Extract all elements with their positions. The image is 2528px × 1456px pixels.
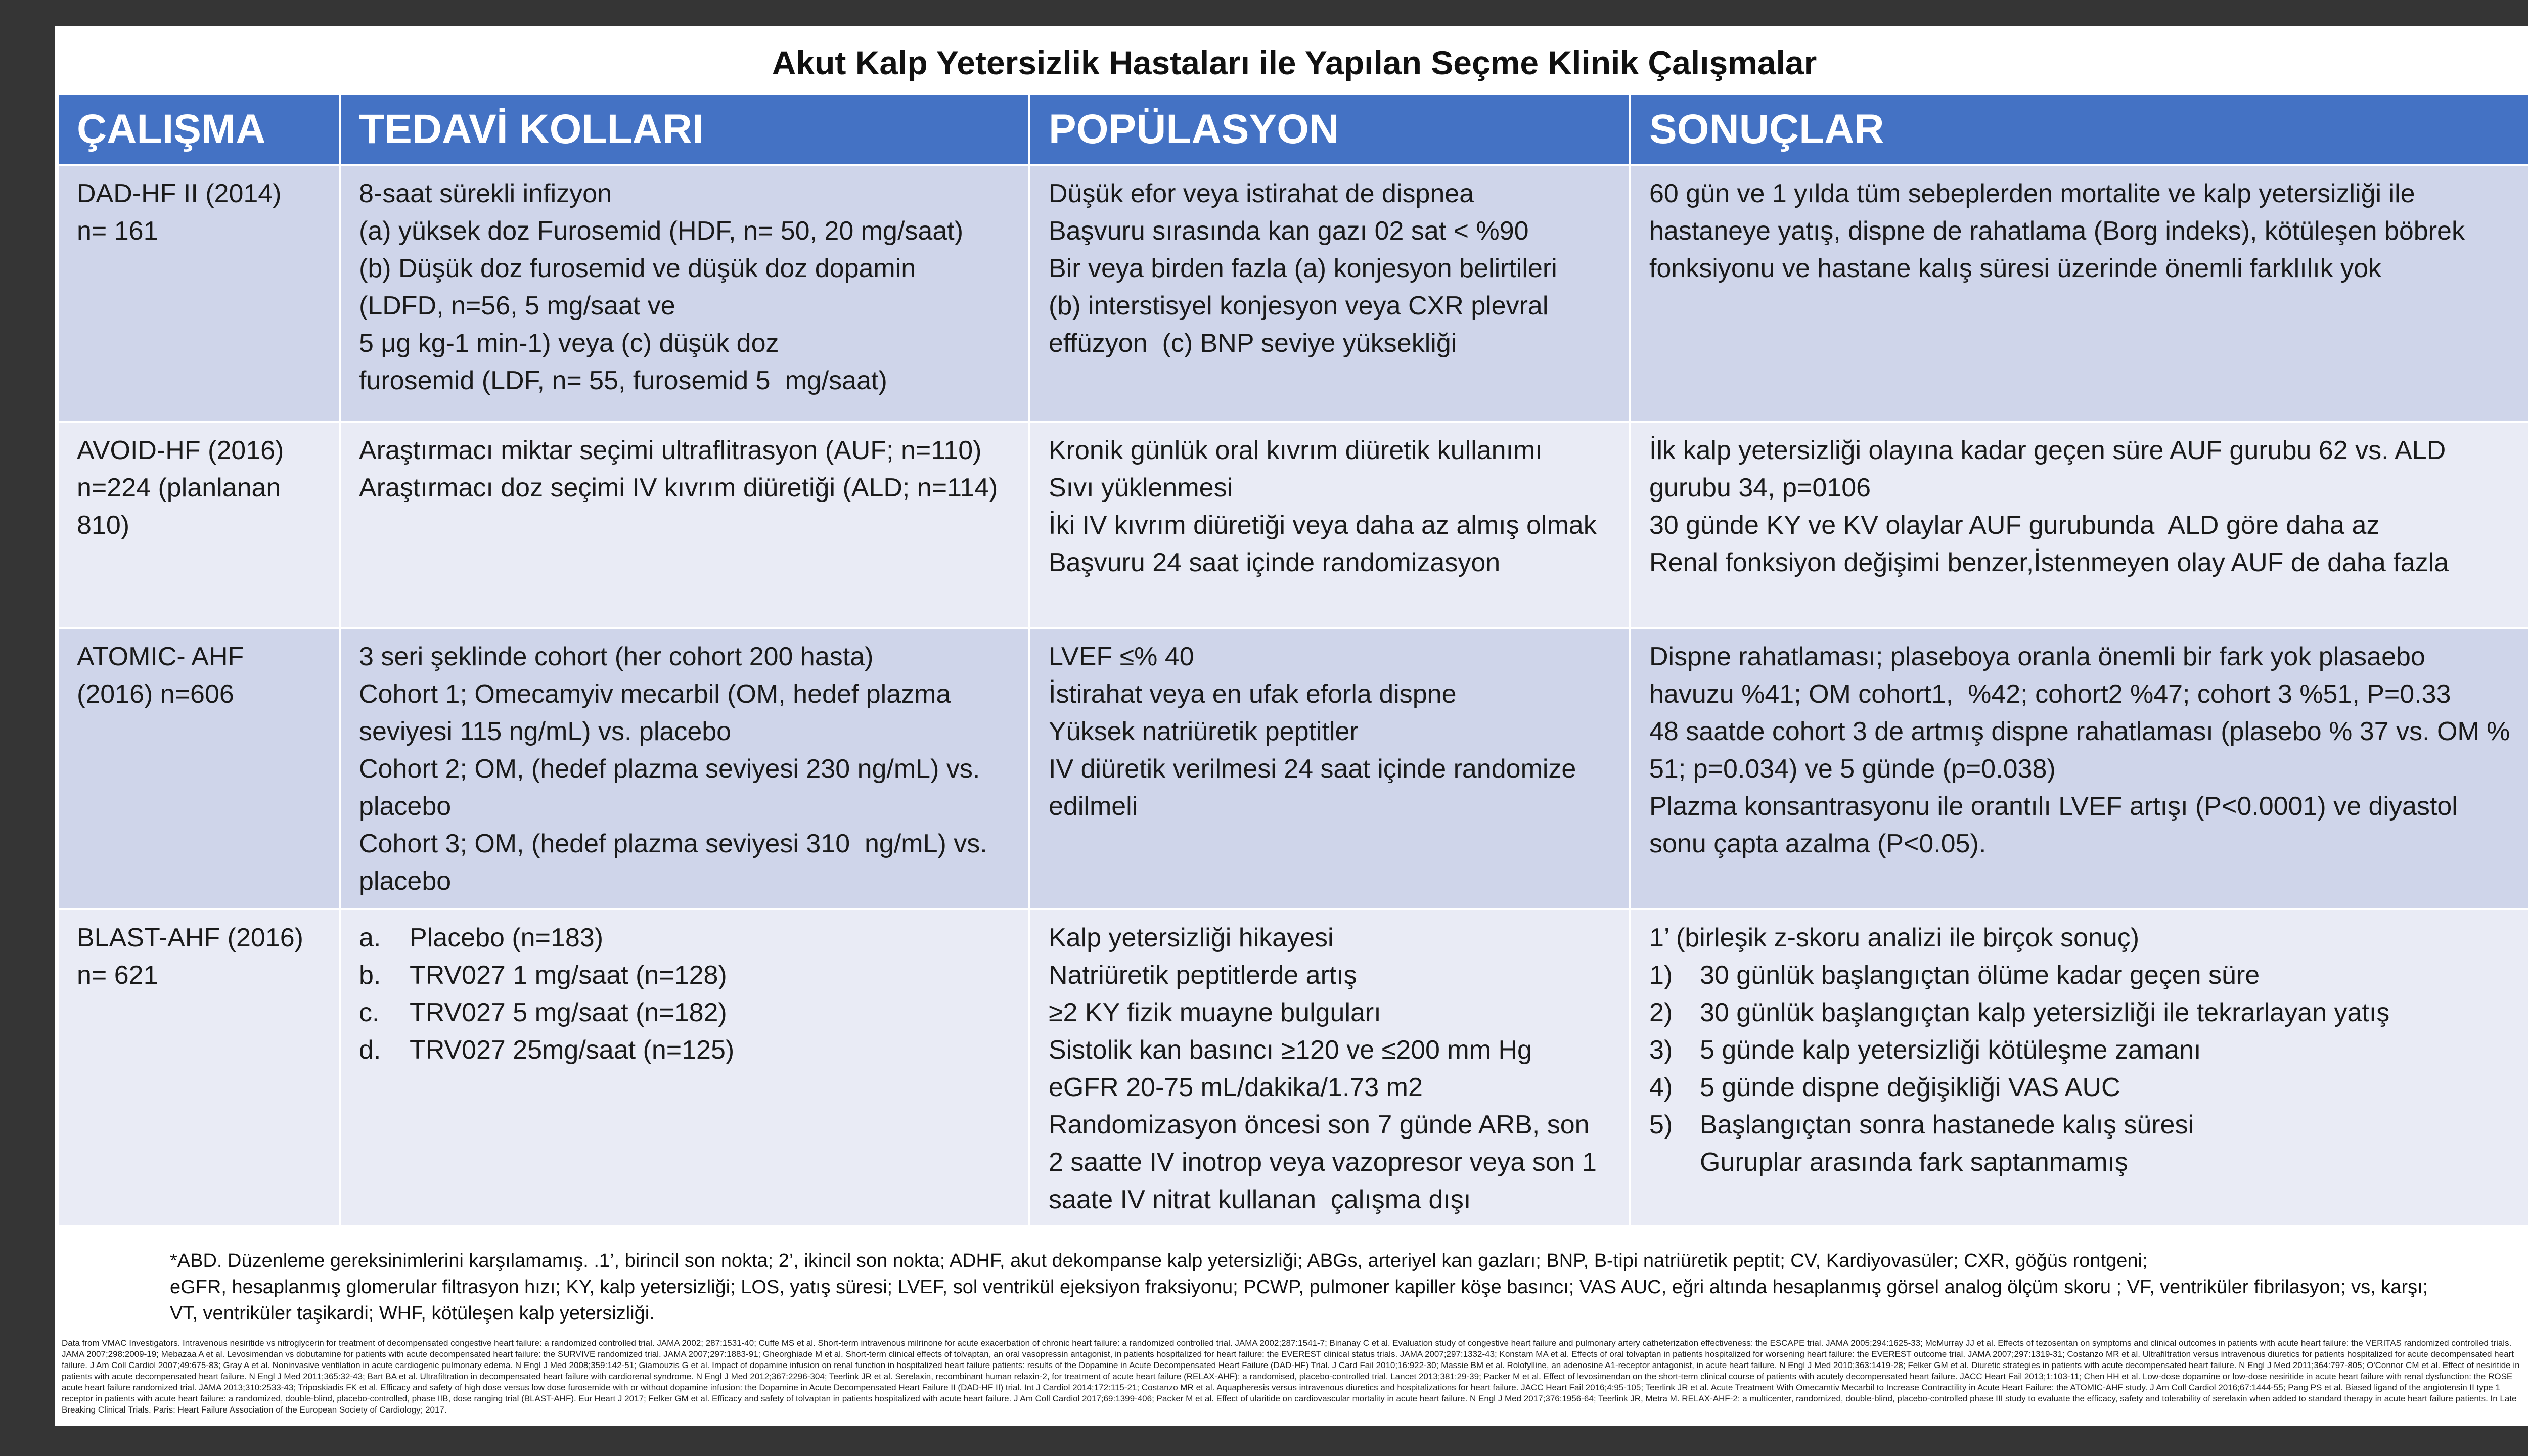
population-line: Düşük efor veya istirahat de dispnea bbox=[1049, 179, 1474, 208]
results-cell bbox=[1630, 422, 2528, 628]
list-text: TRV027 1 mg/saat (n=128) bbox=[410, 961, 727, 990]
abbreviation-footnote bbox=[170, 1248, 2506, 1327]
arms-line: 8-saat sürekli infizyon bbox=[359, 179, 612, 208]
study-line: n= 161 bbox=[77, 216, 158, 246]
arm-list-item bbox=[359, 957, 1010, 994]
results-cell bbox=[1630, 165, 2528, 422]
table-row bbox=[59, 909, 2528, 1226]
study-cell bbox=[59, 628, 340, 909]
list-text: Başlangıçtan sonra hastanede kalış süresi bbox=[1700, 1110, 2194, 1140]
list-marker: 4) bbox=[1649, 1073, 1673, 1102]
results-line: Dispne rahatlaması; plaseboya oranla önemli bir fark yok plasaebo havuzu %41; OM cohort1, %42; cohort2 %47; cohort 3 %51, P=0.33 bbox=[1649, 642, 2451, 709]
result-list-item bbox=[1649, 1144, 2511, 1181]
population-line: Natriüretik peptitlerde artış bbox=[1049, 961, 1357, 990]
result-list-item bbox=[1649, 1106, 2511, 1144]
column-header-arms: TEDAVİ KOLLARI bbox=[340, 95, 1029, 165]
arms-line: furosemid (LDF, n= 55, furosemid 5 mg/saat) bbox=[359, 366, 887, 395]
population-line: Kalp yetersizliği hikayesi bbox=[1049, 923, 1334, 952]
arms-line: (a) yüksek doz Furosemid (HDF, n= 50, 20 mg/saat) bbox=[359, 216, 964, 246]
results-line: 30 günde KY ve KV olaylar AUF gurubunda ALD göre daha az bbox=[1649, 511, 2380, 540]
list-text: Guruplar arasında fark saptanmamış bbox=[1700, 1148, 2128, 1177]
results-line: 60 gün ve 1 yılda tüm sebeplerden mortalite ve kalp yetersizliği ile hastaneye yatış, dispne de rahatlama (Borg indeks), kötüleşen böbrek fonksiyonu ve hastane kalış süresi üzerinde önemli farklılık yok bbox=[1649, 179, 2472, 283]
list-text: 30 günlük başlangıçtan kalp yetersizliği ile tekrarlayan yatış bbox=[1700, 998, 2390, 1027]
population-line: Sıvı yüklenmesi bbox=[1049, 473, 1233, 503]
list-text: Placebo (n=183) bbox=[410, 923, 604, 952]
arms-line: 5 μg kg-1 min-1) veya (c) düşük doz bbox=[359, 329, 779, 358]
population-line: Randomizasyon öncesi son 7 günde ARB, son 2 saatte IV inotrop veya vazopresor veya son 1 saate IV nitrat kullanan çalışma dışı bbox=[1049, 1110, 1604, 1214]
list-text: 30 günlük başlangıçtan ölüme kadar geçen süre bbox=[1700, 961, 2260, 990]
population-cell bbox=[1029, 422, 1630, 628]
list-text: TRV027 5 mg/saat (n=182) bbox=[410, 998, 727, 1027]
column-header-results: SONUÇLAR bbox=[1630, 95, 2528, 165]
results-cell bbox=[1630, 909, 2528, 1226]
population-line: Başvuru 24 saat içinde randomizasyon bbox=[1049, 548, 1501, 577]
study-line: BLAST-AHF (2016) bbox=[77, 923, 303, 952]
footnote-line: *ABD. Düzenleme gereksinimlerini karşılamamış. .1’, birincil son nokta; 2’, ikincil son nokta; ADHF, akut dekompanse kalp yetersizliği; ABGs, arteriyel kan gazları; BNP, B-tipi natriüretik peptit; CV, Kardiyovasüler; CXR, göğüs rontgeni; bbox=[170, 1250, 2148, 1271]
footnote-line: eGFR, hesaplanmış glomerular filtrasyon hızı; KY, kalp yetersizliği; LOS, yatış süresi; LVEF, sol ventrikül ejeksiyon fraksiyonu; PCWP, pulmoner kapiller köşe basıncı; VAS AUC, eğri altında hesaplanmış görsel analog ölçüm skoru ; VF, ventriküler fibrilasyon; vs, karşı; bbox=[170, 1277, 2428, 1298]
result-list-item bbox=[1649, 1069, 2511, 1106]
population-cell bbox=[1029, 909, 1630, 1226]
study-line: n= 621 bbox=[77, 961, 158, 990]
population-line: ≥2 KY fizik muayne bulguları bbox=[1049, 998, 1381, 1027]
references-text: Data from VMAC Investigators. Intravenous nesiritide vs nitroglycerin for treatment of decompensated congestive heart failure: a randomized controlled trial. JAMA 2002; 287:1531-40; Cuffe MS et al. Short-term intravenous milrinone for acute exacerbation of chronic heart failure: a randomized controlled trial. JAMA 2002;287:1541-7; Binanay C et al. Evaluation study of congestive heart failure and pulmonary artery catheterization effectiveness: the ESCAPE trial. JAMA 2005;294:1625-33; McMurray JJ et al. Effects of tezosentan on symptoms and clinical outcomes in patients with acute heart failure: the VERITAS randomized controlled trials. JAMA 2007;298:2009-19; Mebazaa A et al. Levosimendan vs dobutamine for patients with acute decompensated heart failure: the SURVIVE randomized trial. JAMA 2007;297:1883-91; Gheorghiade M et al. Short-term clinical effects of tolvaptan, an oral vasopressin antagonist, in patients hospitalized for heart failure: the EVEREST clinical status trials. JAMA 2007;297:1332-43; Konstam MA et al. Effects of oral tolvaptan in patients hospitalized for worsening heart failure: the EVEREST outcome trial. JAMA 2007;297:1319-31; Costanzo MR et al. Ultrafiltration versus intravenous diuretics for patients hospitalized for acute decompensated heart failure. J Am Coll Cardiol 2007;49:675-83; Gray A et al. Noninvasive ventilation in acute cardiogenic pulmonary edema. N Engl J Med 2008;359:142-51; Giamouzis G et al. Impact of dopamine infusion on renal function in hospitalized heart failure patients: results of the Dopamine in Acute Decompensated Heart Failure (DAD-HF) Trial. J Card Fail 2010;16:922-30; Massie BM et al. Rolofylline, an adenosine A1-receptor antagonist, in acute heart failure. N Engl J Med 2010;363:1419-28; Felker GM et al. Diuretic strategies in patients with acute decompensated heart failure. N Engl J Med 2011;364:797-805; O'Connor CM et al. Effect of nesiritide in patients with acute decompensated heart failure. N Engl J Med 2011;365:32-43; Bart BA et al. Ultrafiltration in decompensated heart failure with cardiorenal syndrome. N Engl J Med 2012;367:2296-304; Teerlink JR et al. Serelaxin, recombinant human relaxin-2, for treatment of acute heart failure (RELAX-AHF): a randomised, placebo-controlled trial. Lancet 2013;381:29-39; Packer M et al. Effect of levosimendan on the short-term clinical course of patients with acutely decompensated heart failure. JACC Heart Fail 2013;1:103-11; Chen HH et al. Low-dose dopamine or low-dose nesiritide in acute heart failure with renal dysfunction: the ROSE acute heart failure randomized trial. JAMA 2013;310:2533-43; Triposkiadis FK et al. Efficacy and safety of high dose versus low dose furosemide with or without dopamine infusion: the Dopamine in Acute Decompensated Heart Failure II (DAD-HF II) trial. Int J Cardiol 2014;172:115-21; Costanzo MR et al. Aquapheresis versus intravenous diuretics and hospitalizations for heart failure. JACC Heart Fail 2016;4:95-105; Teerlink JR et al. Acute Treatment With Omecamtiv Mecarbil to Increase Contractility in Acute Heart Failure: the ATOMIC-AHF study. J Am Coll Cardiol 2016;67:1444-55; Pang PS et al. Biased ligand of the angiotensin II type 1 receptor in patients with acute heart failure: a randomized, double-blind, placebo-controlled, phase IIB, dose ranging trial (BLAST-AHF). Eur Heart J 2017; Felker GM et al. Efficacy and safety of tolvaptan in patients hospitalized with acute heart failure. J Am Coll Cardiol 2017;69:1399-406; Packer M et al. Effect of ularitide on cardiovascular mortality in acute heart failure. N Engl J Med 2017;376:1956-64; Teerlink JR, Metra M. RELAX-AHF-2: a multicenter, randomized, double-blind, placebo-controlled phase III study to evaluate the efficacy, safety and tolerability of serelaxin when added to standard therapy in acute heart failure patients. In Late Breaking Clinical Trials. Paris: Heart Failure Association of the European Society of Cardiology; 2017. bbox=[62, 1338, 2520, 1415]
study-line: AVOID-HF (2016) bbox=[77, 436, 284, 465]
population-line: LVEF ≤% 40 bbox=[1049, 642, 1194, 671]
arm-list-item bbox=[359, 994, 1010, 1031]
trials-table bbox=[59, 95, 2528, 1227]
population-line: Başvuru sırasında kan gazı 02 sat < %90 bbox=[1049, 216, 1529, 246]
list-marker: 5) bbox=[1649, 1110, 1673, 1140]
arm-list-item bbox=[359, 919, 1010, 957]
population-line: effüzyon (c) BNP seviye yüksekliği bbox=[1049, 329, 1457, 358]
population-line: İstirahat veya en ufak eforla dispne bbox=[1049, 679, 1457, 709]
column-header-study: ÇALIŞMA bbox=[59, 95, 340, 165]
study-cell bbox=[59, 165, 340, 422]
population-line: eGFR 20-75 mL/dakika/1.73 m2 bbox=[1049, 1073, 1423, 1102]
table-row bbox=[59, 628, 2528, 909]
list-text: 5 günde dispne değişikliği VAS AUC bbox=[1700, 1073, 2120, 1102]
population-line: Yüksek natriüretik peptitler bbox=[1049, 717, 1359, 746]
arms-line: Araştırmacı doz seçimi IV kıvrım diüretiği (ALD; n=114) bbox=[359, 473, 998, 503]
list-marker: 2) bbox=[1649, 998, 1673, 1027]
study-cell bbox=[59, 422, 340, 628]
slide bbox=[55, 26, 2528, 1426]
arms-cell bbox=[340, 165, 1029, 422]
list-marker: b. bbox=[359, 961, 381, 990]
results-line: Plazma konsantrasyonu ile orantılı LVEF artışı (P<0.0001) ve diyastol sonu çapta azalma (P<0.05). bbox=[1649, 792, 2465, 858]
population-cell bbox=[1029, 628, 1630, 909]
slide-title: Akut Kalp Yetersizlik Hastaları ile Yapılan Seçme Klinik Çalışmalar bbox=[772, 44, 1817, 81]
study-line: n=224 (planlanan 810) bbox=[77, 473, 288, 540]
results-intro: 1’ (birleşik z-skoru analizi ile birçok sonuç) bbox=[1649, 923, 2140, 952]
footnote-line: VT, ventriküler taşikardi; WHF, kötüleşen kalp yetersizliği. bbox=[170, 1303, 655, 1324]
list-marker: d. bbox=[359, 1035, 381, 1065]
arms-line: Cohort 1; Omecamyiv mecarbil (OM, hedef plazma seviyesi 115 ng/mL) vs. placebo bbox=[359, 679, 958, 746]
population-line: Bir veya birden fazla (a) konjesyon belirtileri bbox=[1049, 254, 1557, 283]
arms-cell bbox=[340, 909, 1029, 1226]
result-list-item bbox=[1649, 957, 2511, 994]
arms-line: 3 seri şeklinde cohort (her cohort 200 hasta) bbox=[359, 642, 874, 671]
list-text: TRV027 25mg/saat (n=125) bbox=[410, 1035, 735, 1065]
list-marker: 1) bbox=[1649, 961, 1673, 990]
population-cell bbox=[1029, 165, 1630, 422]
table-header-row bbox=[59, 95, 2528, 165]
study-line: ATOMIC- AHF (2016) n=606 bbox=[77, 642, 251, 709]
study-cell bbox=[59, 909, 340, 1226]
arms-cell bbox=[340, 422, 1029, 628]
population-line: Sistolik kan basıncı ≥120 ve ≤200 mm Hg bbox=[1049, 1035, 1532, 1065]
population-line: IV diüretik verilmesi 24 saat içinde randomize edilmeli bbox=[1049, 754, 1584, 821]
arms-line: Araştırmacı miktar seçimi ultraflitrasyon (AUF; n=110) bbox=[359, 436, 982, 465]
arms-line: (b) Düşük doz furosemid ve düşük doz dopamin bbox=[359, 254, 916, 283]
arms-cell bbox=[340, 628, 1029, 909]
study-line: DAD-HF II (2014) bbox=[77, 179, 282, 208]
table-row bbox=[59, 422, 2528, 628]
population-line: Kronik günlük oral kıvrım diüretik kullanımı bbox=[1049, 436, 1543, 465]
arm-list-item bbox=[359, 1031, 1010, 1069]
result-list-item bbox=[1649, 1031, 2511, 1069]
result-list-item bbox=[1649, 994, 2511, 1031]
arms-line: (LDFD, n=56, 5 mg/saat ve bbox=[359, 291, 675, 321]
population-line: İki IV kıvrım diüretiği veya daha az almış olmak bbox=[1049, 511, 1597, 540]
population-line: (b) interstisyel konjesyon veya CXR plevral bbox=[1049, 291, 1549, 321]
results-line: 48 saatde cohort 3 de artmış dispne rahatlaması (plasebo % 37 vs. OM % 51; p=0.034) ve 5 günde (p=0.038) bbox=[1649, 717, 2517, 784]
arms-line: Cohort 3; OM, (hedef plazma seviyesi 310 ng/mL) vs. placebo bbox=[359, 829, 995, 896]
column-header-population: POPÜLASYON bbox=[1029, 95, 1630, 165]
list-text: 5 günde kalp yetersizliği kötüleşme zamanı bbox=[1700, 1035, 2201, 1065]
table-row bbox=[59, 165, 2528, 422]
results-line: Renal fonksiyon değişimi benzer,İstenmeyen olay AUF de daha fazla bbox=[1649, 548, 2449, 577]
list-marker: 3) bbox=[1649, 1035, 1673, 1065]
results-line: İlk kalp yetersizliği olayına kadar geçen süre AUF gurubu 62 vs. ALD gurubu 34, p=0106 bbox=[1649, 436, 2453, 503]
results-cell bbox=[1630, 628, 2528, 909]
arms-line: Cohort 2; OM, (hedef plazma seviyesi 230 ng/mL) vs. placebo bbox=[359, 754, 987, 821]
list-marker: a. bbox=[359, 923, 381, 952]
list-marker: c. bbox=[359, 998, 380, 1027]
